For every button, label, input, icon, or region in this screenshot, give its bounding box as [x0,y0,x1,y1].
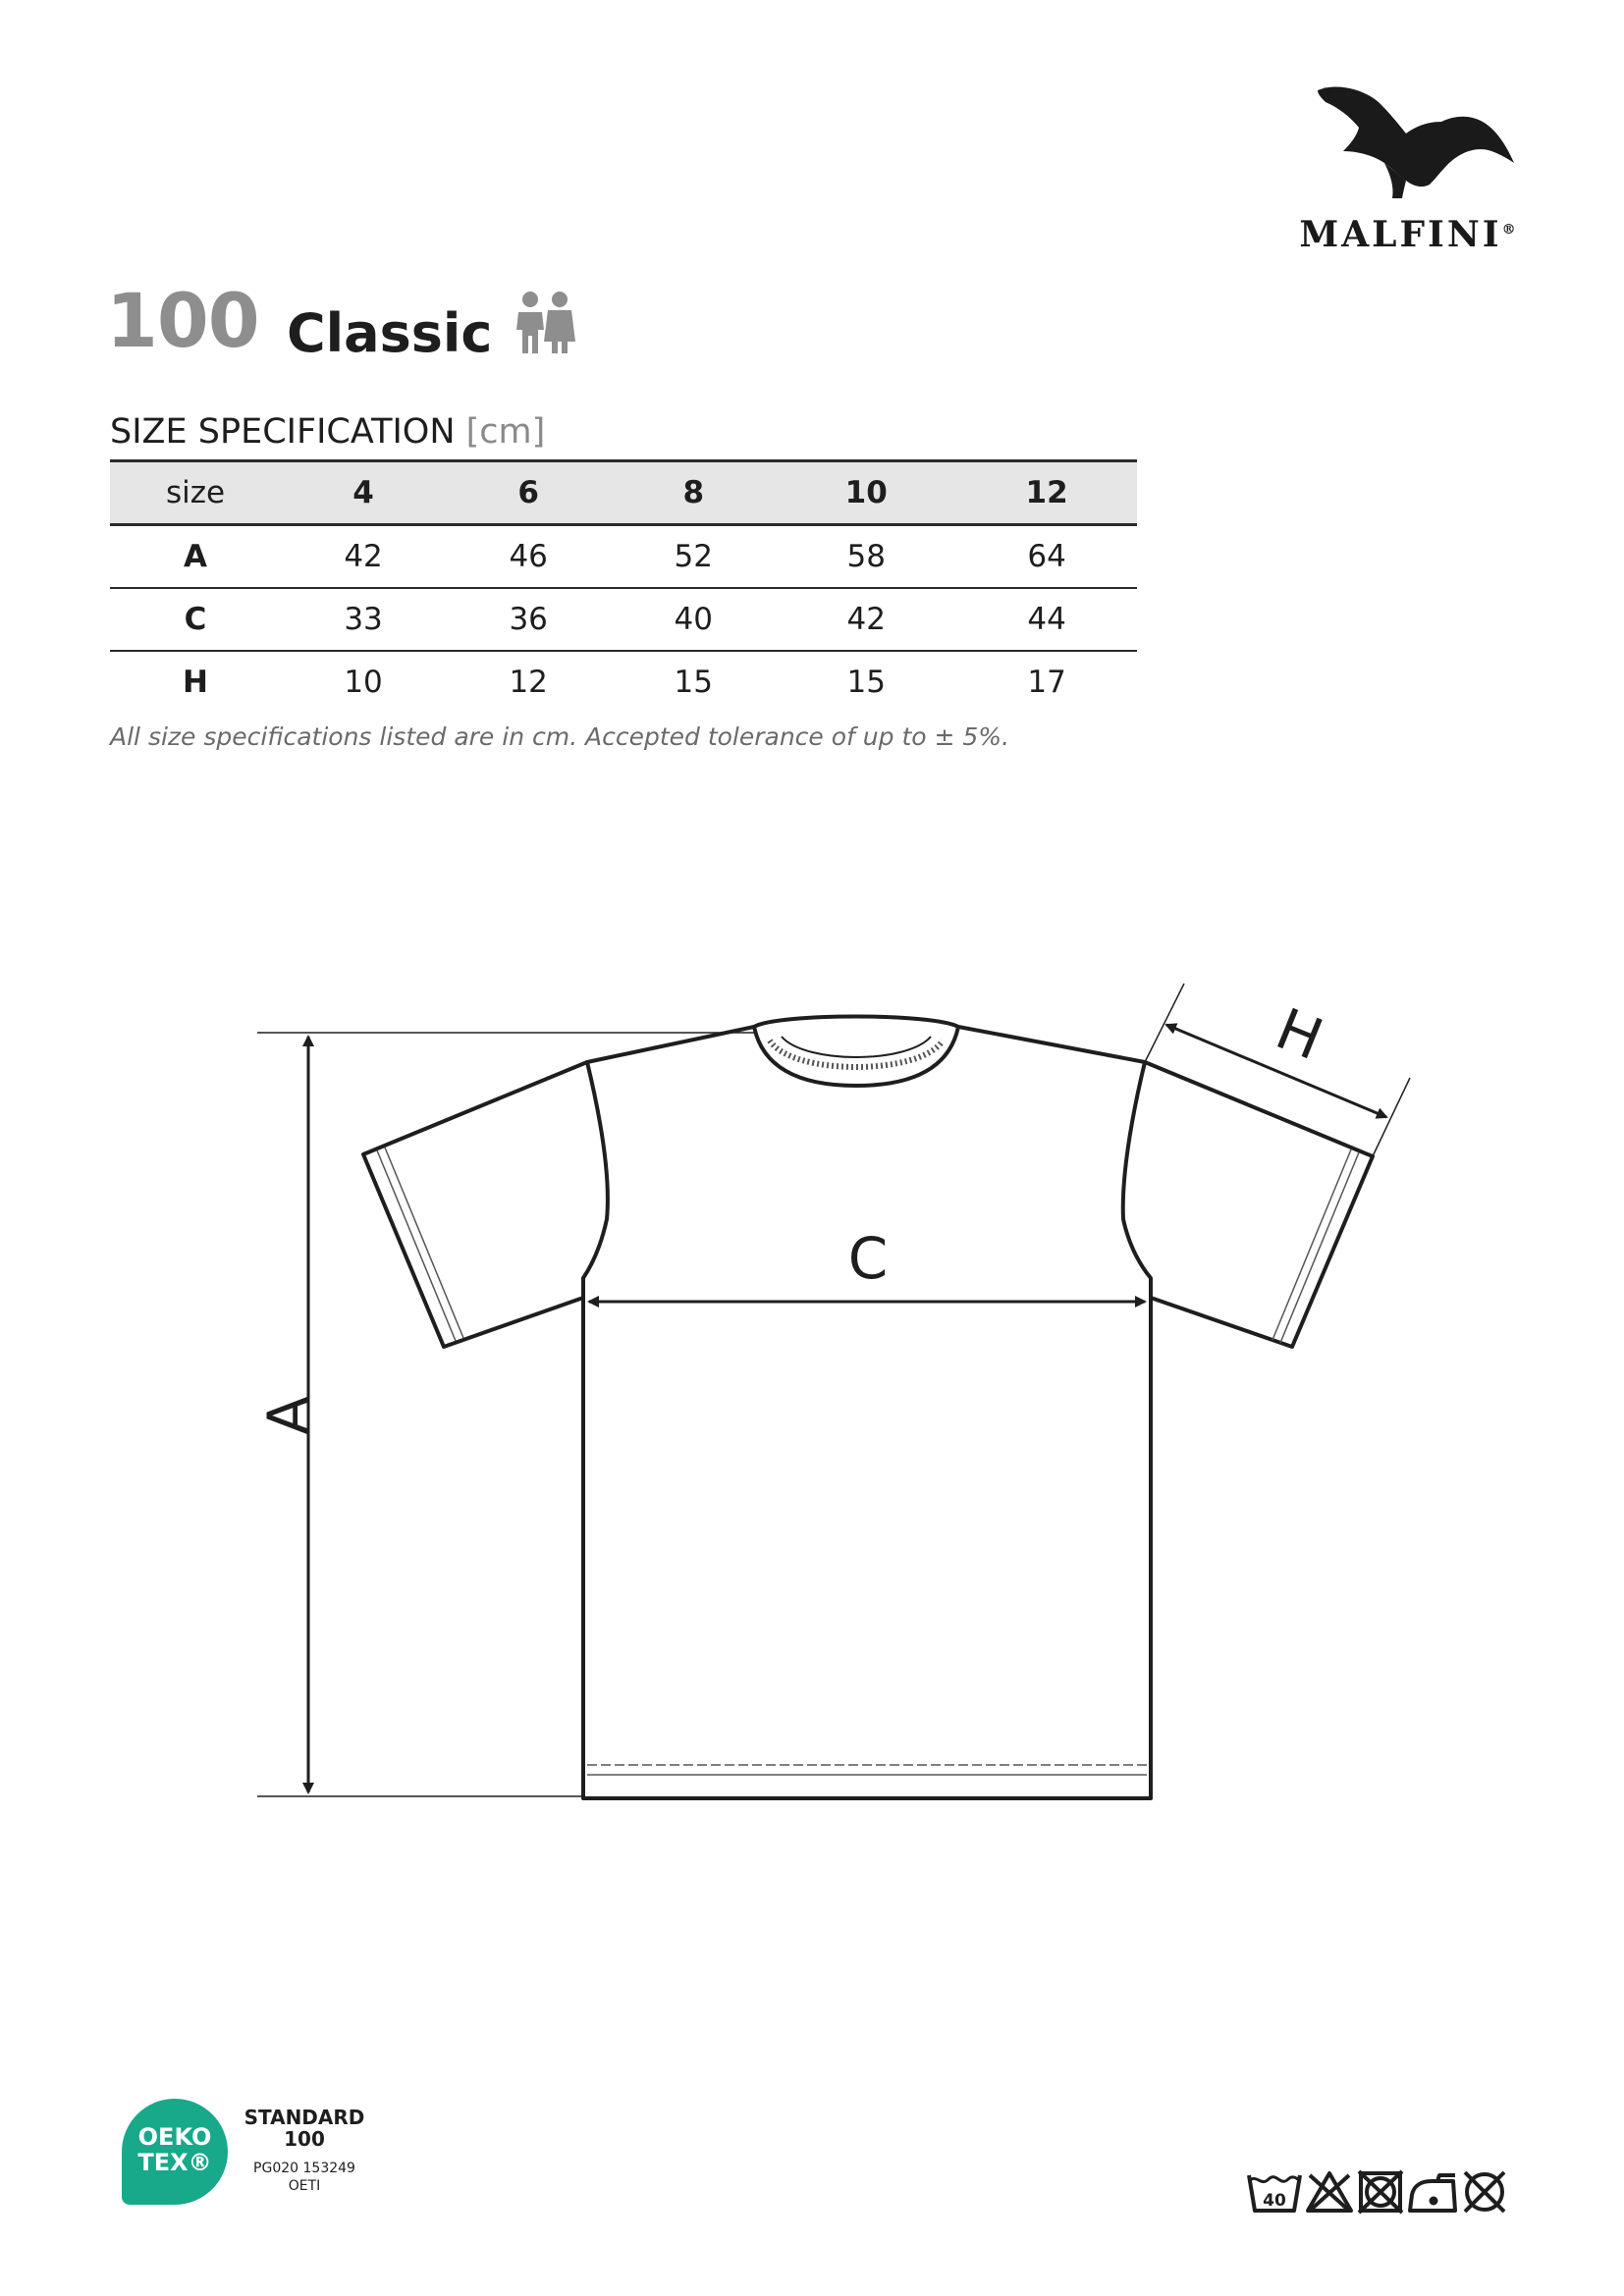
tolerance-note: All size specifications listed are in cm. Accepted tolerance of up to ± 5%. [110,722,1010,751]
size-table [110,459,1137,713]
eagle-icon [1296,79,1522,206]
table-cell: 15 [846,665,886,700]
no-tumble-dry-icon [1359,2171,1402,2213]
spec-heading [110,412,545,452]
brand-name: MALFINI® [1299,214,1519,255]
table-cell: 42 [344,539,383,574]
table-row [110,588,1137,651]
collar-rib [770,1041,943,1067]
table-cell: 64 [1027,539,1066,574]
table-cell: 33 [344,602,383,637]
table-cell: 36 [509,602,548,637]
brand-logo [1286,79,1532,255]
row-label: A [184,539,207,574]
column-header: 12 [1025,475,1068,510]
tshirt-outline [363,1017,1373,1799]
care-symbols [1245,2167,1540,2218]
spec-heading-text: SIZE SPECIFICATION [110,412,456,452]
oeko-standard: STANDARD [244,2106,365,2129]
label-h: H [1267,994,1332,1074]
table-cell: 15 [674,665,713,700]
wash-temp: 40 [1263,2191,1286,2211]
table-row [110,651,1137,713]
tshirt-diagram [0,962,1624,1845]
table-cell: 40 [674,602,713,637]
oeko-tex-certification [122,2099,377,2226]
no-bleach-icon [1308,2173,1351,2211]
oeko-badge-line2: TEX® [137,2149,212,2176]
table-cell: 42 [846,602,886,637]
iron-low-icon [1410,2175,1455,2211]
oeko-badge-line1: OEKO [137,2123,212,2151]
table-cell: 17 [1027,665,1066,700]
table-cell: 10 [344,665,383,700]
table-cell: 46 [509,539,548,574]
table-header-row [110,461,1137,525]
table-row [110,525,1137,589]
wash-40-icon [1249,2175,1300,2211]
oeko-tex-badge [122,2099,228,2205]
table-cell: 58 [846,539,886,574]
label-c: C [847,1225,889,1292]
dimension-h [1145,984,1410,1156]
column-header: 6 [517,475,539,510]
row-label: C [184,602,207,637]
table-cell: 12 [509,665,548,700]
model-name: Classic [287,302,493,364]
table-cell: 44 [1027,602,1066,637]
column-header: size [165,475,226,510]
kids-icon [514,291,577,359]
oeko-standard-number: 100 [284,2127,325,2151]
label-a: A [255,1396,322,1435]
table-cell: 52 [674,539,713,574]
column-header: 8 [682,475,705,510]
model-number: 100 [106,277,259,364]
column-header: 10 [844,475,888,510]
dimension-a [257,1033,756,1796]
row-label: H [183,665,208,700]
column-header: 4 [352,475,374,510]
no-dry-clean-icon [1465,2172,1504,2212]
oeko-institute: OETI [288,2178,321,2194]
spec-unit: [cm] [465,412,546,452]
oeko-cert-number: PG020 153249 [253,2161,355,2176]
